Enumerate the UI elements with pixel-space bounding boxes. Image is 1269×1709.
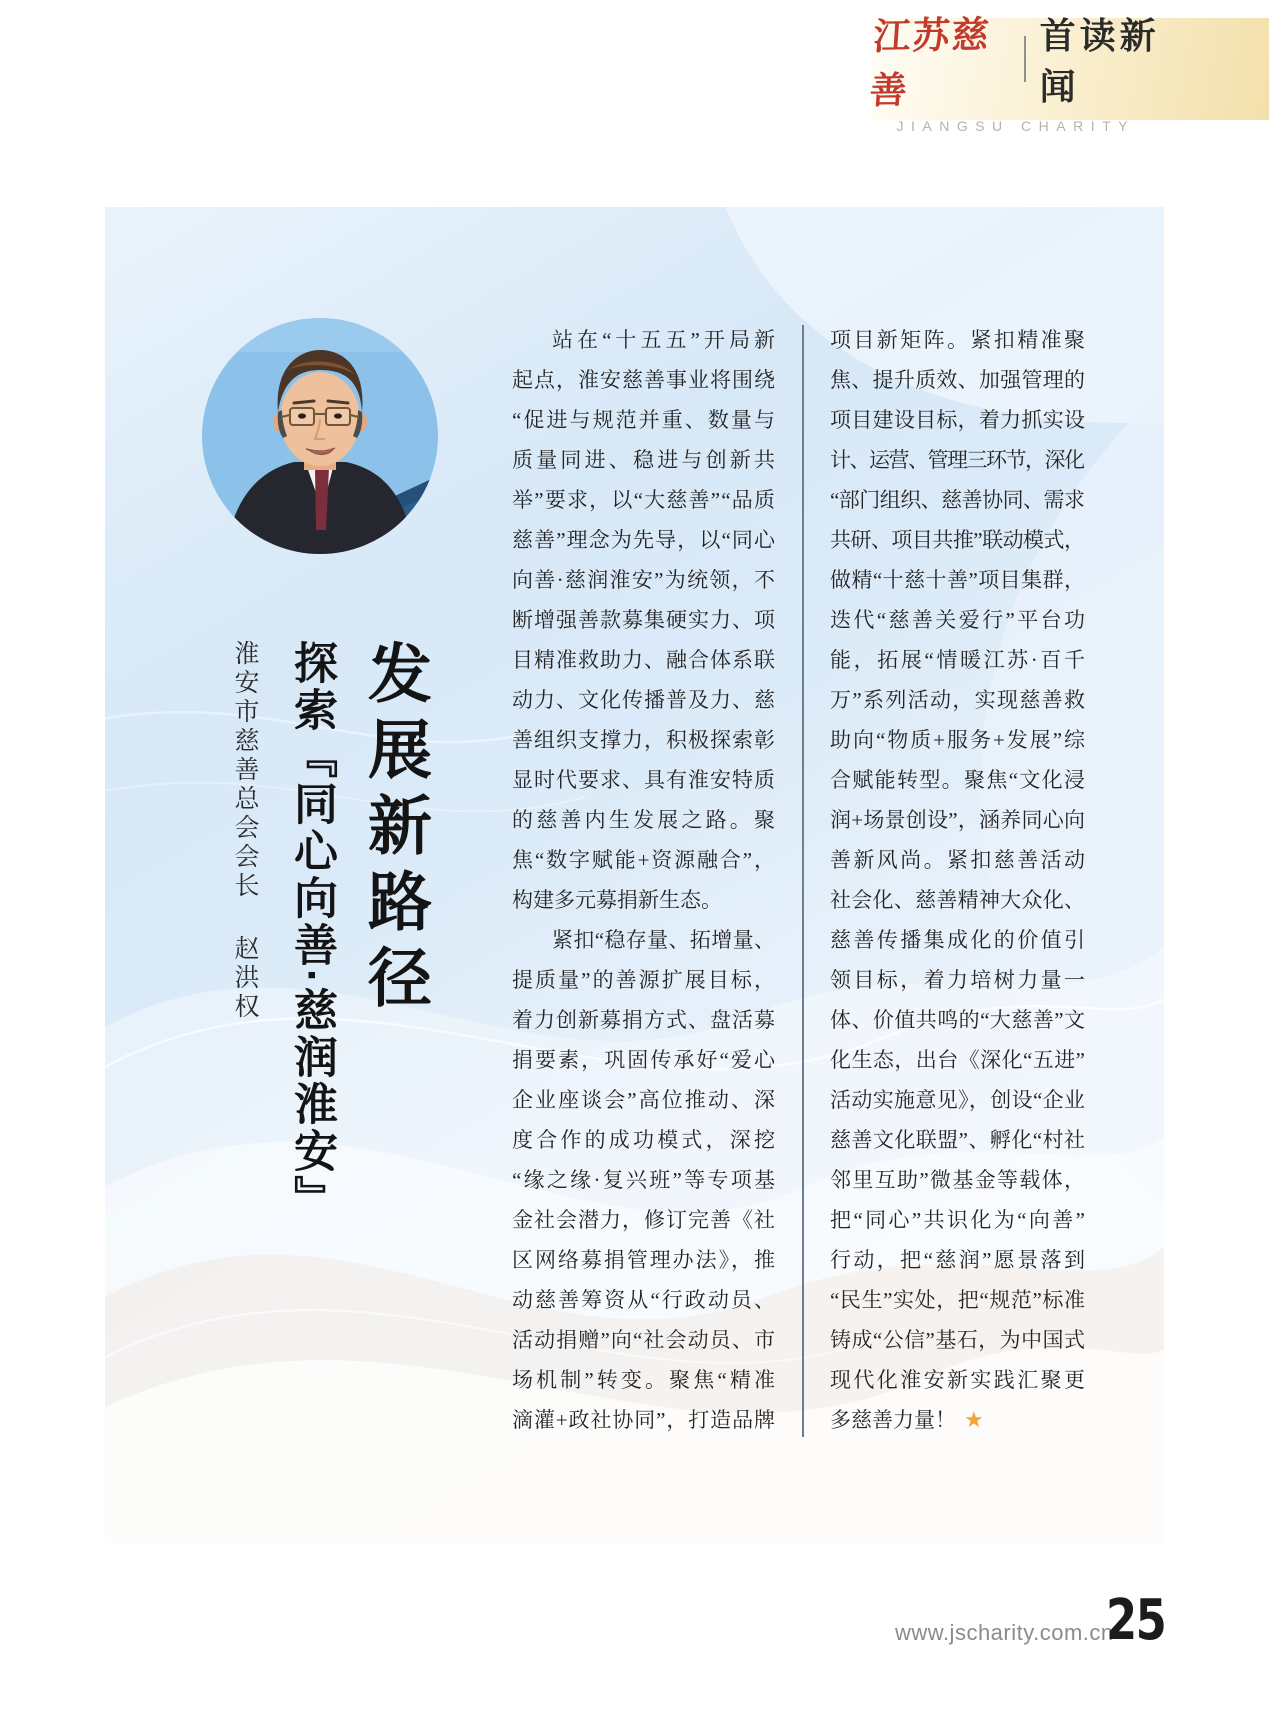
body-line: 捐要素，巩固传承好“爱心 — [512, 1048, 778, 1072]
byline — [227, 640, 261, 1280]
body-line: 区网络募捐管理办法》，推 — [512, 1248, 777, 1272]
body-line: 慈善传播集成化的价值引 — [830, 928, 1088, 952]
article-title-block — [220, 640, 435, 1280]
body-line: 万”系列活动，实现慈善救 — [830, 688, 1087, 712]
body-line: 金社会潜力，修订完善《社 — [512, 1208, 776, 1232]
body-line: 项目建设目标，着力抓实设 — [830, 408, 1086, 432]
brand-title: 江苏慈善 — [868, 11, 993, 112]
body-line: 活动实施意见》，创设“企业 — [830, 1088, 1086, 1112]
body-line: 社会化、慈善精神大众化、 — [830, 888, 1086, 912]
body-line: 举”要求，以“大慈善”“品质 — [512, 488, 777, 512]
body-line: 度合作的成功模式，深挖 — [512, 1128, 779, 1152]
body-line: “民生”实处，把“规范”标准 — [830, 1288, 1086, 1312]
body-line: 显时代要求、具有淮安特质 — [512, 768, 776, 792]
body-line: 断增强善款募集硬实力、项 — [512, 608, 776, 632]
body-line: 活动捐赠”向“社会动员、市 — [512, 1328, 777, 1352]
body-line: 的慈善内生发展之路。聚 — [512, 808, 779, 832]
body-column-1 — [512, 320, 780, 1440]
body-line: “部门组织、慈善协同、需求 — [830, 488, 1085, 512]
body-line: 体、价值共鸣的“大慈善”文 — [830, 1008, 1086, 1032]
body-line: 慈善”理念为先导，以“同心 — [512, 528, 777, 552]
body-line: 项目新矩阵。紧扣精准聚 — [830, 328, 1088, 352]
body-line: 领目标，着力培树力量一 — [830, 968, 1088, 992]
body-line: 做精“十慈十善”项目集群， — [830, 568, 1086, 592]
body-line: 焦、提升质效、加强管理的 — [830, 368, 1086, 392]
column-divider — [802, 325, 804, 1437]
body-line: 站在“十五五”开局新 — [552, 328, 780, 352]
page-footer — [0, 1588, 1269, 1658]
body-line: 善新风尚。紧扣慈善活动 — [830, 848, 1088, 872]
body-line: 助向“物质+服务+发展”综 — [830, 728, 1087, 752]
body-line: 计、运营、管理三环节，深化 — [830, 448, 1084, 472]
body-line: 目精准救助力、融合体系联 — [512, 648, 776, 672]
body-line: 慈善文化联盟”、孵化“村社 — [830, 1128, 1086, 1152]
article-subtitle: 探索『同心向善·慈润淮安』 — [287, 640, 336, 1222]
body-line: 合赋能转型。聚焦“文化浸 — [830, 768, 1087, 792]
body-line: 动力、文化传播普及力、慈 — [512, 688, 776, 712]
body-line: 迭代“慈善关爱行”平台功 — [830, 608, 1088, 632]
brand-box — [868, 11, 1269, 134]
author-photo — [202, 318, 438, 554]
body-column-2 — [830, 320, 1088, 1440]
body-line: “促进与规范并重、数量与 — [512, 408, 778, 432]
section-title: 首读新闻 — [1039, 14, 1160, 107]
body-line: 善组织支撑力，积极探索彰 — [512, 728, 776, 752]
body-line: 质量同进、稳进与创新共 — [512, 448, 779, 472]
body-line: 现代化淮安新实践汇聚更 — [830, 1368, 1088, 1392]
website-url: www.jscharity.com.cn — [895, 1620, 1114, 1645]
body-line: 着力创新募捐方式、盘活募 — [512, 1008, 776, 1032]
body-line: 把“同心”共识化为“向善” — [830, 1208, 1088, 1232]
body-line: 化生态，出台《深化“五进” — [830, 1048, 1086, 1072]
body-line: 铸成“公信”基石，为中国式 — [830, 1328, 1086, 1352]
page-number: 25 — [1106, 1588, 1166, 1653]
body-line: 提质量”的善源扩展目标， — [512, 968, 778, 992]
brand-subtitle: JIANGSU CHARITY — [896, 117, 1135, 134]
body-line: 焦“数字赋能+资源融合”， — [512, 848, 777, 872]
star-icon: ★ — [964, 1408, 984, 1433]
byline-author: 赵洪权 — [231, 935, 258, 1023]
byline-role: 淮安市慈善总会会长 — [231, 640, 258, 901]
body-line: 行动，把“慈润”愿景落到 — [830, 1248, 1088, 1272]
body-line: 向善·慈润淮安”为统领，不 — [512, 568, 777, 592]
body-line: 场机制”转变。聚焦“精准 — [512, 1368, 779, 1392]
body-line: “缘之缘·复兴班”等专项基 — [512, 1168, 778, 1192]
brand-row — [868, 5, 1269, 113]
body-line: 共研、项目共推”联动模式， — [830, 528, 1085, 552]
body-line: 构建多元募捐新生态。 — [512, 888, 722, 912]
article-panel — [105, 207, 1164, 1543]
body-line: 紧扣“稳存量、拓增量、 — [552, 928, 776, 952]
body-line: 动慈善筹资从“行政动员、 — [512, 1288, 778, 1312]
body-line: 企业座谈会”高位推动、深 — [512, 1088, 778, 1112]
body-line: 起点，淮安慈善事业将围绕 — [512, 368, 776, 392]
brand-divider — [1024, 36, 1026, 82]
body-line: 滴灌+政社协同”，打造品牌 — [512, 1408, 776, 1432]
body-line: 能，拓展“情暖江苏·百千 — [830, 648, 1088, 672]
article-title: 发展新路径 — [359, 640, 431, 1020]
body-line: 多慈善力量！ ★ — [830, 1408, 984, 1433]
body-line: 润+场景创设”，涵养同心向 — [830, 808, 1086, 832]
body-line: 邻里互助”微基金等载体， — [830, 1168, 1087, 1192]
